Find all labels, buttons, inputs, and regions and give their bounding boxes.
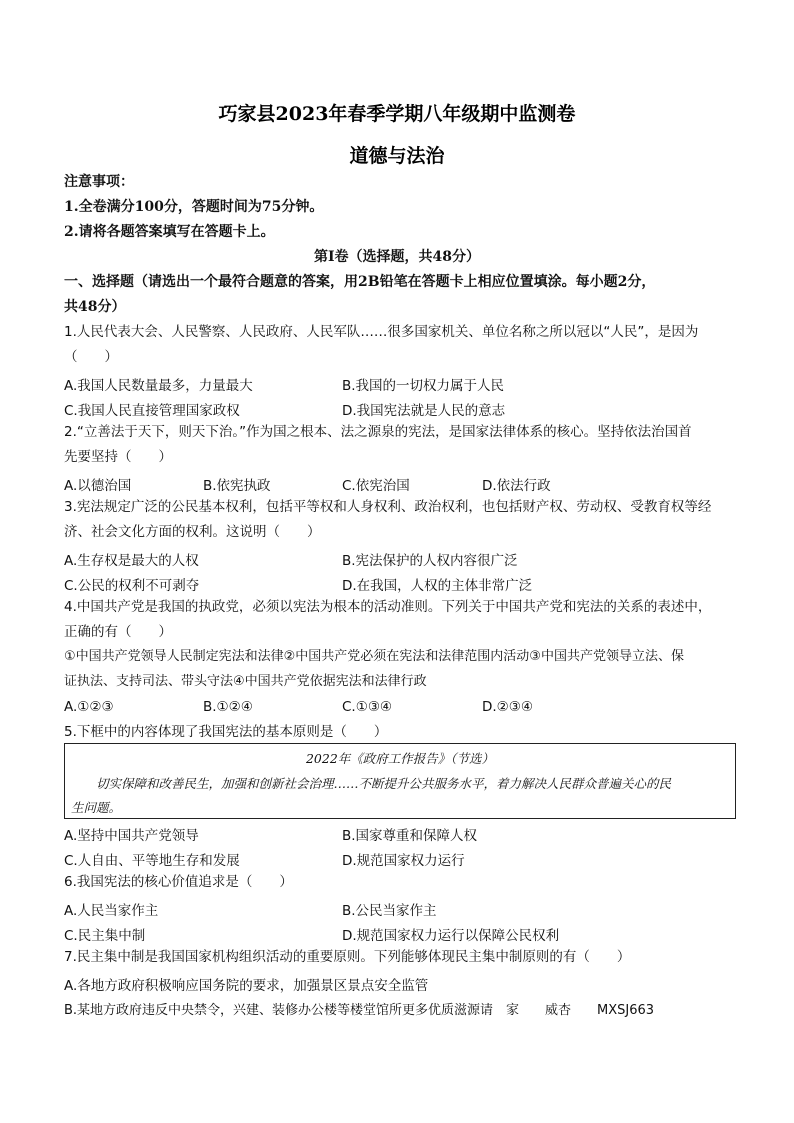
option-d: D.我国宪法就是人民的意志 xyxy=(342,403,506,419)
option-d: D.规范国家权力运行 xyxy=(342,853,465,869)
question-stem: 3.宪法规定广泛的公民基本权利，包括平等权和人身权利、政治权利，也包括财产权、劳动权、受教育权等经 xyxy=(64,499,712,515)
quote-box-text: 生问题。 xyxy=(71,800,122,815)
question-stem: 7.民主集中制是我国国家机构组织活动的重要原则。下列能够体现民主集中制原则的有（ ） xyxy=(64,949,631,965)
option-a: A.各地方政府积极响应国务院的要求，加强景区景点安全监管 xyxy=(64,978,429,994)
question-statements: 证执法、支持司法、带头守法④中国共产党依据宪法和法律行政 xyxy=(64,674,427,689)
exam-title: 巧家县2023年春季学期八年级期中监测卷 xyxy=(218,103,576,125)
option-b: B.国家尊重和保障人权 xyxy=(342,828,478,844)
question-stem: 6.我国宪法的核心价值追求是（ ） xyxy=(64,874,293,890)
option-d: D.依法行政 xyxy=(482,478,551,494)
question-stem: 济、社会文化方面的权利。这说明（ ） xyxy=(64,524,321,540)
option-b: B.我国的一切权力属于人民 xyxy=(342,378,505,394)
option-a: A.①②③ xyxy=(64,699,114,715)
quote-box-text: 切实保障和改善民生，加强和创新社会治理……不断提升公共服务水平，着力解决人民群众普遍关心的民 xyxy=(71,776,672,791)
option-b: B.宪法保护的人权内容很广泛 xyxy=(342,553,518,569)
question-stem: 正确的有（ ） xyxy=(64,624,172,640)
question-stem: 2.“立善法于天下，则天下治。”作为国之根本、法之源泉的宪法，是国家法律体系的核心。坚持依法治国首 xyxy=(64,424,692,440)
option-c: C.人自由、平等地生存和发展 xyxy=(64,853,240,869)
option-c: C.我国人民直接管理国家政权 xyxy=(64,403,240,419)
question-statements: ①中国共产党领导人民制定宪法和法律②中国共产党必须在宪法和法律范围内活动③中国共产党领导立法、保 xyxy=(64,649,684,664)
option-a: A.人民当家作主 xyxy=(64,903,159,919)
quote-box-title: 2022年《政府工作报告》（节选） xyxy=(305,751,495,766)
option-d: D.②③④ xyxy=(482,699,533,715)
option-b: B.①②④ xyxy=(203,699,253,715)
question-stem: 先要坚持（ ） xyxy=(64,449,172,465)
option-c: C.民主集中制 xyxy=(64,928,146,944)
option-c: C.①③④ xyxy=(342,699,393,715)
section-instruction: 一、选择题（请选出一个最符合题意的答案，用2B铅笔在答题卡上相应位置填涂。每小题2分， xyxy=(64,274,656,290)
question-stem: （ ） xyxy=(64,349,118,365)
option-b: B.某地方政府违反中央禁令，兴建、装修办公楼等楼堂馆所更多优质滋源请 家 威杏 MXSJ663 xyxy=(64,1003,655,1018)
note-item: 2.请将各题答案填写在答题卡上。 xyxy=(64,224,275,240)
part-title: 第Ⅰ卷（选择题，共48分） xyxy=(313,249,481,265)
option-a: A.生存权是最大的人权 xyxy=(64,553,199,569)
note-item: 1.全卷满分100分，答题时间为75分钟。 xyxy=(64,199,324,215)
quote-box xyxy=(64,743,736,819)
option-a: A.我国人民数量最多，力量最大 xyxy=(64,378,253,394)
question-stem: 5.下框中的内容体现了我国宪法的基本原则是（ ） xyxy=(64,724,388,740)
option-a: A.坚持中国共产党领导 xyxy=(64,828,199,844)
notes-heading: 注意事项： xyxy=(64,174,134,190)
question-stem: 1.人民代表大会、人民警察、人民政府、人民军队……很多国家机关、单位名称之所以冠以“人民”，是因为 xyxy=(64,324,699,340)
option-b: B.依宪执政 xyxy=(203,478,271,494)
option-d: D.在我国，人权的主体非常广泛 xyxy=(342,578,533,594)
question-stem: 4.中国共产党是我国的执政党，必须以宪法为根本的活动准则。下列关于中国共产党和宪法的关系的表述中， xyxy=(64,599,712,615)
option-b: B.公民当家作主 xyxy=(342,903,437,919)
option-c: C.公民的权利不可剥夺 xyxy=(64,578,200,594)
section-instruction-cont: 共48分） xyxy=(64,299,126,315)
subject-title: 道德与法治 xyxy=(349,145,445,167)
option-c: C.依宪治国 xyxy=(342,478,410,494)
option-d: D.规范国家权力运行以保障公民权利 xyxy=(342,928,560,944)
option-a: A.以德治国 xyxy=(64,478,132,494)
